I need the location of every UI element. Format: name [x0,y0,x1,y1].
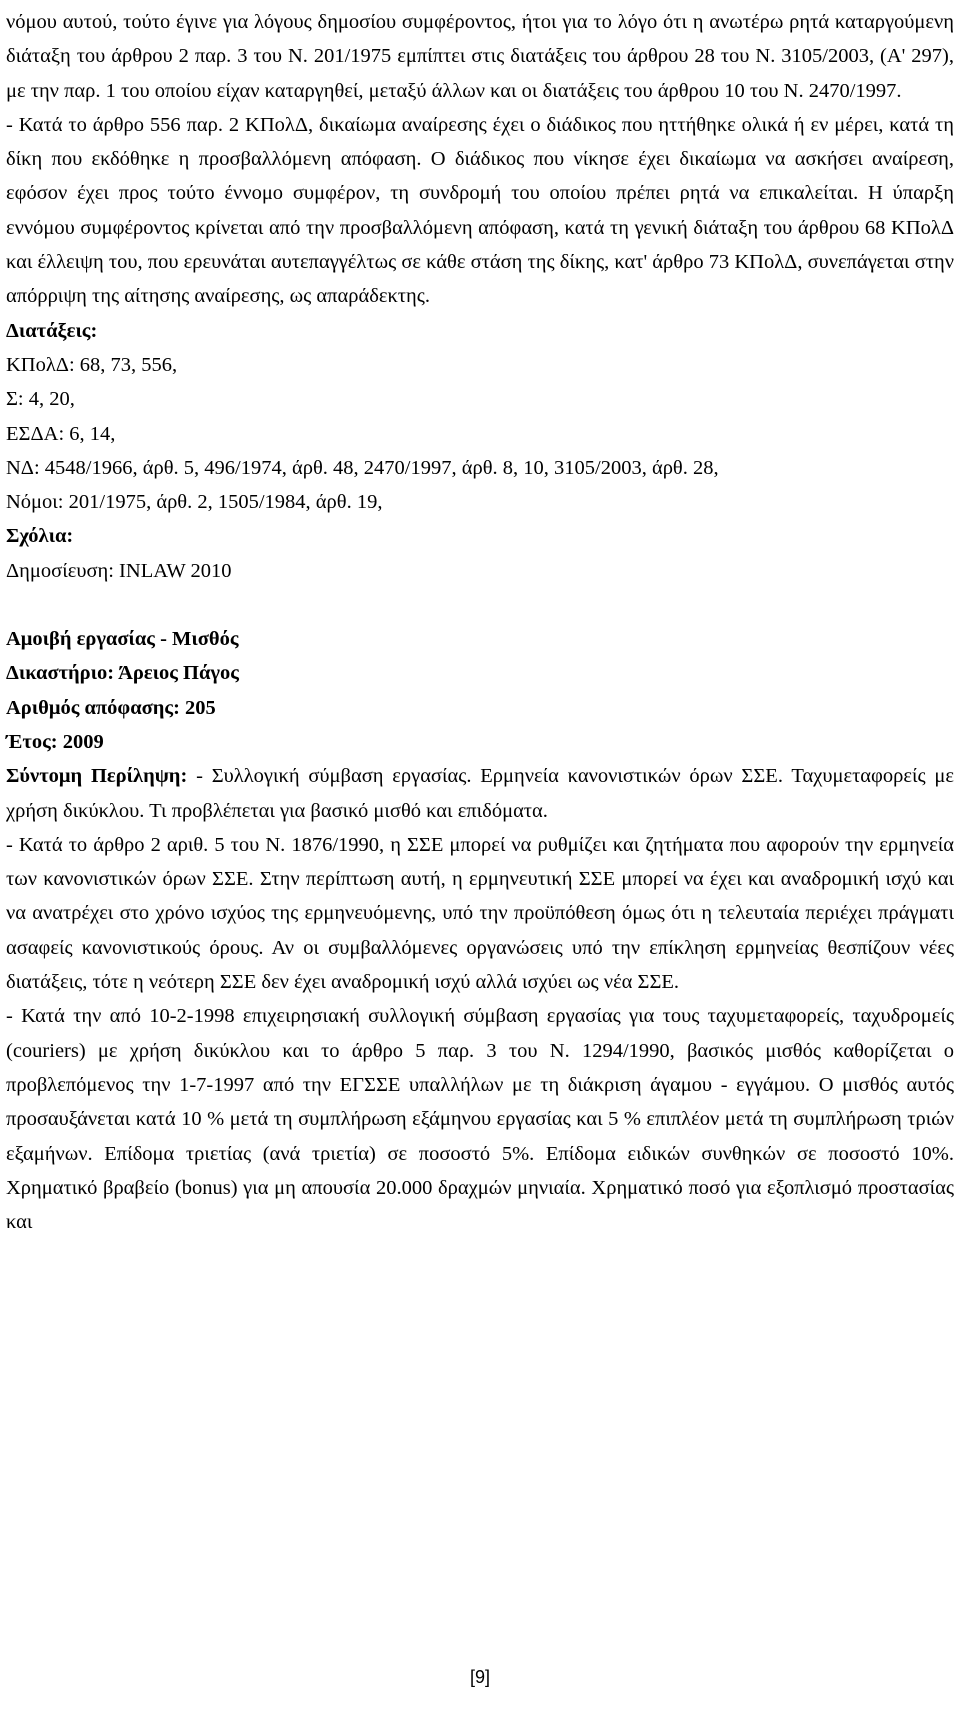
provision-line: Σ: 4, 20, [6,388,75,411]
court-value: Άρειος Πάγος [118,662,239,685]
summary-text: - Συλλογική σύμβαση εργασίας. Ερμηνεία κανονιστικών όρων ΣΣΕ. Ταχυμεταφορείς με χρήση δικύκλου. Τι προβλέπεται για βασικό μισθό και επιδόματα. [6,765,955,822]
year-line [6,725,954,759]
provisions-heading: Διατάξεις: [6,319,98,342]
case-title: Αμοιβή εργασίας - Μισθός [6,628,239,651]
court-line [6,656,954,690]
publication-line: Δημοσίευση: INLAW 2010 [6,559,232,582]
provision-line: ΚΠολΔ: 68, 73, 556, [6,353,178,376]
summary-paragraph [6,759,954,828]
decision-line [6,691,954,725]
paragraph-law-repeal: νόμου αυτού, τούτο έγινε για λόγους δημοσίου συμφέροντος, ήτοι για το λόγο ότι η ανωτέρω ρητά καταργούμενη διάταξη του άρθρου 2 παρ. 3 του Ν. 201/1975 εμπίπτει στις διατάξεις του άρθρου 28 του Ν. 3105/2003, (Α' 297), με την παρ. 1 του οποίου είχαν καταργηθεί, μεταξύ άλλων και οι διατάξεις του άρθρου 10 του Ν. 2470/1997. [6,11,954,102]
year-value: 2009 [62,730,104,753]
decision-label: Αριθμός απόφασης: [6,696,180,719]
summary-label: Σύντομη Περίληψη: [6,765,188,788]
decision-value: 205 [185,696,216,719]
provision-line: Νόμοι: 201/1975, άρθ. 2, 1505/1984, άρθ. 19, [6,491,383,514]
page-number: [9] [469,1667,490,1687]
paragraph-couriers-agreement: - Κατά την από 10-2-1998 επιχειρησιακή συλλογική σύμβαση εργασίας για τους ταχυμεταφορείς, ταχυδρομείς (couriers) με χρήση δικύκλου και το άρθρο 5 παρ. 3 του Ν. 1294/1990, βασικός μισθός καθορίζεται ο προβλεπόμενος την 1-7-1997 από την ΕΓΣΣΕ υπαλλήλων με τη διάκριση άγαμου - εγγάμου. Ο μισθός αυτός προσαυξάνεται κατά 10 % μετά τη συμπλήρωση εξάμηνου εργασίας και 5 % επιπλέον μετά τη συμπλήρωση τριών εξαμήνων. Επίδομα τριετίας (ανά τριετία) σε ποσοστό 5%. Επίδομα ειδικών συνθηκών σε ποσοστό 10%. Χρηματικό βραβείο (bonus) για μη απουσία 20.000 δραχμών μηνιαία. Χρηματικό ποσό για εξοπλισμό προστασίας και [6,1005,954,1234]
court-label: Δικαστήριο: [6,662,115,685]
paragraph-interpretive-agreement: - Κατά το άρθρο 2 αριθ. 5 του Ν. 1876/1990, η ΣΣΕ μπορεί να ρυθμίζει και ζητήματα που αφορούν την ερμηνεία των κανονιστικών όρων ΣΣΕ. Στην περίπτωση αυτή, η ερμηνευτική ΣΣΕ μπορεί να έχει και αναδρομική ισχύ και να ανατρέχει στο χρόνο ισχύος της ερμηνευόμενης, υπό την προϋπόθεση όμως ότι η τελευταία περιέχει πράγματι ασαφείς κανονιστικούς όρους. Αν οι συμβαλλόμενες οργανώσεις υπό την επίκληση ερμηνείας θεσπίζουν νέες διατάξεις, τότε η νεότερη ΣΣΕ δεν έχει αναδρομική ισχύ αλλά ισχύει ως νέα ΣΣΕ. [6,833,954,994]
year-label: Έτος: [6,730,58,753]
provision-line: ΕΣΔΑ: 6, 14, [6,422,116,445]
paragraph-article-556: - Κατά το άρθρο 556 παρ. 2 ΚΠολΔ, δικαίωμα αναίρεσης έχει ο διάδικος που ηττήθηκε ολικά ή εν μέρει, κατά τη δίκη που εκδόθηκε η προσβαλλόμενη απόφαση. Ο διάδικος που νίκησε έχει δικαίωμα να ασκήσει αναίρεση, εφόσον έχει προς τούτο έννομο συμφέρον, τη συνδρομή του οποίου πρέπει ρητά να επικαλείται. Η ύπαρξη εννόμου συμφέροντος κρίνεται από την προσβαλλόμενη απόφαση, κατά τη γενική διάταξη του άρθρου 68 ΚΠολΔ και έλλειψη του, που ερευνάται αυτεπαγγέλτως σε κάθε στάση της δίκης, κατ' άρθρο 73 ΚΠολΔ, συνεπάγεται στην απόρριψη της αίτησης αναίρεσης, ως απαράδεκτης. [6,113,954,308]
provision-line: ΝΔ: 4548/1966, άρθ. 5, 496/1974, άρθ. 48, 2470/1997, άρθ. 8, 10, 3105/2003, άρθ. 28, [6,456,719,479]
comments-heading: Σχόλια: [6,525,74,548]
section-spacer [6,588,954,622]
